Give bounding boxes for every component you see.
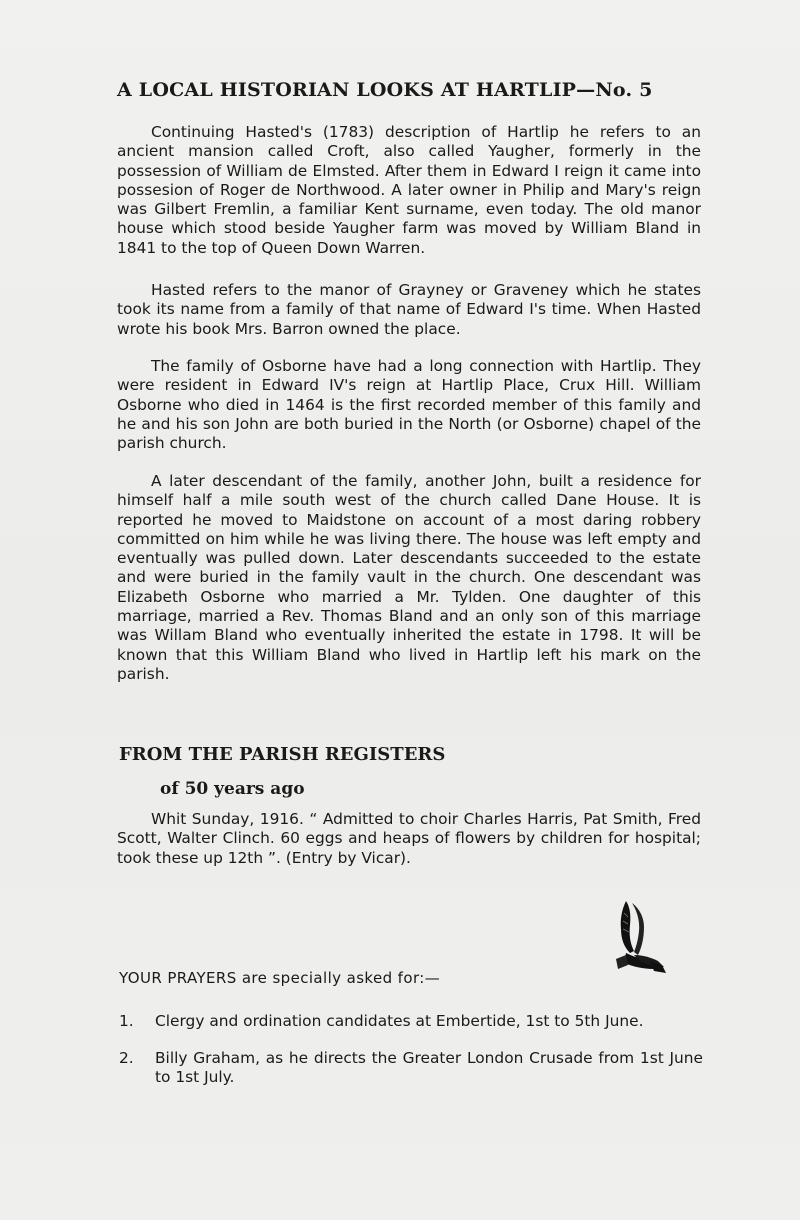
paragraph-text: Hasted refers to the manor of Grayney or Graveney which he states took its name from a family of that name of Edward I's time. When Hasted wrote his book Mrs. Barron owned the place. bbox=[117, 281, 701, 338]
prayer-text: Billy Graham, as he directs the Greater London Crusade from 1st June to 1st July. bbox=[155, 1049, 703, 1087]
registers-text: Whit Sunday, 1916. “ Admitted to choir Charles Harris, Pat Smith, Fred Scott, Walter Clinch. 60 eggs and heaps of flowers by children for hospital; took these up 12th ”. (Entry by Vicar). bbox=[117, 810, 701, 867]
paragraph-text: A later descendant of the family, another John, built a residence for himself half a mile south west of the church called Dane House. It is reported he moved to Maidstone on account of a most daring robbery committed on him while he was living there. The house was left empty and eventually was pulled down. Later descendants succeeded to the estate and were buried in the family vault in the church. One descendant was Elizabeth Osborne who married a Mr. Tylden. One daughter of this marriage, married a Rev. Thomas Bland and an only son of this marriage was Willam Bland who eventually inherited the estate in 1798. It will be known that this William Bland who lived in Hartlip left his mark on the parish. bbox=[117, 472, 701, 683]
prayers-intro: YOUR PRAYERS are specially asked for:— bbox=[119, 969, 441, 987]
registers-entry bbox=[117, 810, 701, 868]
prayer-item-1 bbox=[119, 1012, 703, 1031]
registers-subtitle: of 50 years ago bbox=[160, 779, 305, 799]
prayer-number: 2. bbox=[119, 1049, 134, 1067]
registers-title: FROM THE PARISH REGISTERS bbox=[119, 744, 446, 765]
prayer-text: Clergy and ordination candidates at Embertide, 1st to 5th June. bbox=[155, 1012, 644, 1030]
paragraph-text: The family of Osborne have had a long connection with Hartlip. They were resident in Edward IV's reign at Hartlip Place, Crux Hill. William Osborne who died in 1464 is the first recorded member of this family and he and his son John are both buried in the North (or Osborne) chapel of the parish church. bbox=[117, 357, 701, 453]
article-title: A LOCAL HISTORIAN LOOKS AT HARTLIP—No. 5 bbox=[117, 79, 653, 101]
article-paragraph-1 bbox=[117, 123, 701, 258]
prayer-number: 1. bbox=[119, 1012, 134, 1030]
prayer-item-2 bbox=[119, 1049, 703, 1088]
praying-hands-icon bbox=[604, 899, 668, 977]
article-paragraph-4 bbox=[117, 472, 701, 684]
article-paragraph-3 bbox=[117, 357, 701, 453]
paragraph-text: Continuing Hasted's (1783) description of Hartlip he refers to an ancient mansion called Croft, also called Yaugher, formerly in the possession of William de Elmsted. After them in Edward I reign it came into possesion of Roger de Northwood. A later owner in Philip and Mary's reign was Gilbert Fremlin, a familiar Kent surname, even today. The old manor house which stood beside Yaugher farm was moved by William Bland in 1841 to the top of Queen Down Warren. bbox=[117, 123, 701, 257]
article-paragraph-2 bbox=[117, 281, 701, 339]
